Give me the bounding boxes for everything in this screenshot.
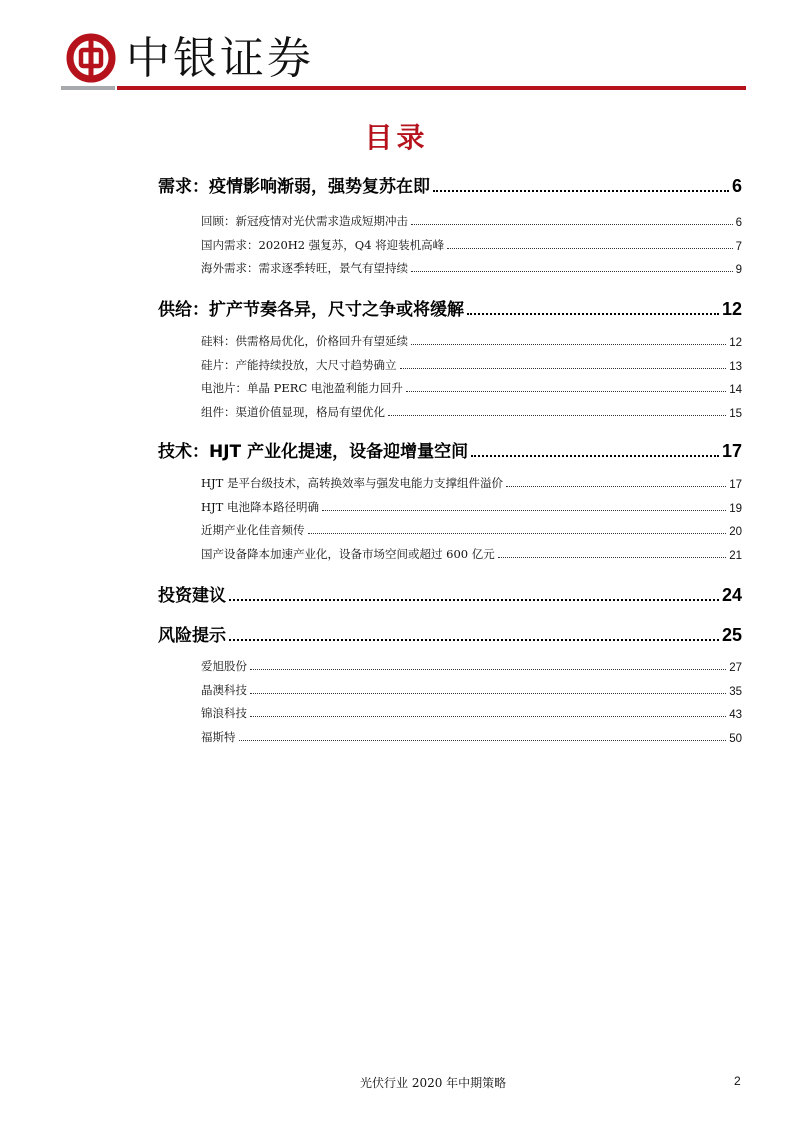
toc-subsection-title: 锦浪科技 (201, 706, 247, 720)
toc-leader-dots (411, 224, 733, 225)
toc-subsection-entry[interactable] (201, 705, 742, 721)
toc-subsection-page: 13 (729, 360, 742, 373)
toc-subsection-title: 福斯特 (201, 729, 236, 744)
bank-of-china-logo-icon (66, 33, 116, 83)
toc-subsection-title: 晶澳科技 (201, 682, 247, 697)
page-title: 目录 (364, 121, 429, 154)
toc-leader-dots (250, 693, 726, 694)
toc-section-entry[interactable] (158, 295, 742, 320)
toc-leader-dots (447, 248, 732, 249)
toc-section-title: 投资建议 (158, 586, 226, 606)
toc-leader-dots (411, 344, 726, 345)
toc-section-page: 6 (731, 176, 742, 196)
toc-leader-dots (250, 669, 726, 670)
toc-subsection-entry[interactable] (201, 237, 742, 253)
toc-subsection-page: 43 (729, 709, 742, 721)
toc-leader-dots (471, 455, 719, 457)
toc-subsection-page: 19 (729, 502, 742, 515)
toc-subsection-entry[interactable] (201, 333, 742, 349)
toc-subsection-entry[interactable] (201, 213, 742, 229)
page-header (0, 0, 793, 95)
toc-leader-dots (308, 533, 727, 534)
toc-section-entry[interactable] (158, 581, 742, 606)
toc-subsection-page: 15 (729, 407, 742, 420)
toc-subsection-entry[interactable] (201, 658, 742, 674)
toc-leader-dots (322, 510, 726, 511)
toc-leader-dots (406, 391, 726, 392)
toc-section-entry[interactable] (158, 172, 742, 197)
toc-section-page: 17 (721, 441, 742, 461)
toc-section-title: 供给：扩产节奏各异，尺寸之争或将缓解 (158, 300, 464, 320)
toc-subsection-page: 17 (729, 479, 742, 491)
toc-subsection-page: 14 (729, 384, 742, 396)
toc-section-entry[interactable] (158, 621, 742, 646)
toc-section-page: 25 (721, 625, 742, 645)
toc-section-page: 12 (721, 299, 742, 319)
toc-subsection-page: 50 (729, 732, 742, 745)
toc-subsection-page: 6 (735, 217, 742, 229)
toc-subsection-entry[interactable] (201, 260, 742, 276)
toc-subsection-title: 硅料：供需格局优化，价格回升有望延续 (201, 334, 408, 348)
toc-subsection-title: 电池片：单晶 PERC 电池盈利能力回升 (201, 381, 403, 395)
header-rule-red (117, 86, 746, 90)
toc-subsection-entry[interactable] (201, 357, 742, 373)
toc-leader-dots (229, 599, 719, 601)
footer-page-number: 2 (734, 1074, 741, 1088)
toc-subsection-title: 爱旭股份 (201, 659, 247, 673)
toc-subsection-title: 国产设备降本加速产业化，设备市场空间或超过 600 亿元 (201, 546, 495, 561)
toc-subsection-page: 20 (729, 526, 742, 538)
toc-leader-dots (433, 190, 729, 192)
toc-section-title: 风险提示 (158, 626, 226, 646)
toc-subsection-entry[interactable] (201, 499, 742, 515)
toc-subsection-entry[interactable] (201, 682, 742, 698)
toc-subsection-title: HJT 电池降本路径明确 (201, 499, 319, 514)
toc-subsection-entry[interactable] (201, 729, 742, 745)
brand-name: 中银证券 (126, 33, 314, 84)
toc-subsection-entry[interactable] (201, 546, 742, 562)
toc-leader-dots (239, 740, 727, 741)
toc-subsection-page: 35 (729, 685, 742, 698)
toc-subsection-page: 21 (729, 549, 742, 562)
toc-section-page: 24 (721, 585, 742, 605)
toc-subsection-title: 硅片：产能持续投放，大尺寸趋势确立 (201, 357, 397, 372)
toc-subsection-title: 国内需求：2020H2 强复苏，Q4 将迎装机高峰 (201, 237, 445, 252)
toc-subsection-entry[interactable] (201, 380, 742, 396)
toc-subsection-entry[interactable] (201, 404, 742, 420)
toc-leader-dots (506, 486, 726, 487)
toc-leader-dots (498, 557, 726, 558)
header-rule-gray (61, 86, 115, 90)
toc-leader-dots (467, 313, 719, 315)
toc-subsection-title: 组件：渠道价值显现，格局有望优化 (201, 404, 385, 419)
toc-subsection-title: 回顾：新冠疫情对光伏需求造成短期冲击 (201, 214, 408, 228)
toc-leader-dots (229, 639, 719, 641)
toc-subsection-title: HJT 是平台级技术，高转换效率与强发电能力支撑组件溢价 (201, 476, 503, 490)
toc-section-title: 需求：疫情影响渐弱，强势复苏在即 (158, 177, 430, 197)
toc-leader-dots (400, 368, 727, 369)
toc-section-title: 技术：HJT 产业化提速，设备迎增量空间 (158, 442, 469, 462)
toc-subsection-title: 近期产业化佳音频传 (201, 523, 305, 537)
toc-subsection-page: 7 (735, 240, 742, 253)
toc-subsection-page: 12 (729, 337, 742, 349)
toc-subsection-entry[interactable] (201, 475, 742, 491)
toc-subsection-page: 27 (729, 662, 742, 674)
toc-section-entry[interactable] (158, 437, 742, 462)
toc-subsection-entry[interactable] (201, 522, 742, 538)
toc-leader-dots (250, 716, 726, 717)
toc-subsection-title: 海外需求：需求逐季转旺，景气有望持续 (201, 261, 408, 275)
toc-leader-dots (411, 271, 733, 272)
footer-report-title: 光伏行业 2020 年中期策略 (360, 1076, 507, 1090)
toc-leader-dots (388, 415, 726, 416)
toc-subsection-page: 9 (735, 264, 742, 276)
